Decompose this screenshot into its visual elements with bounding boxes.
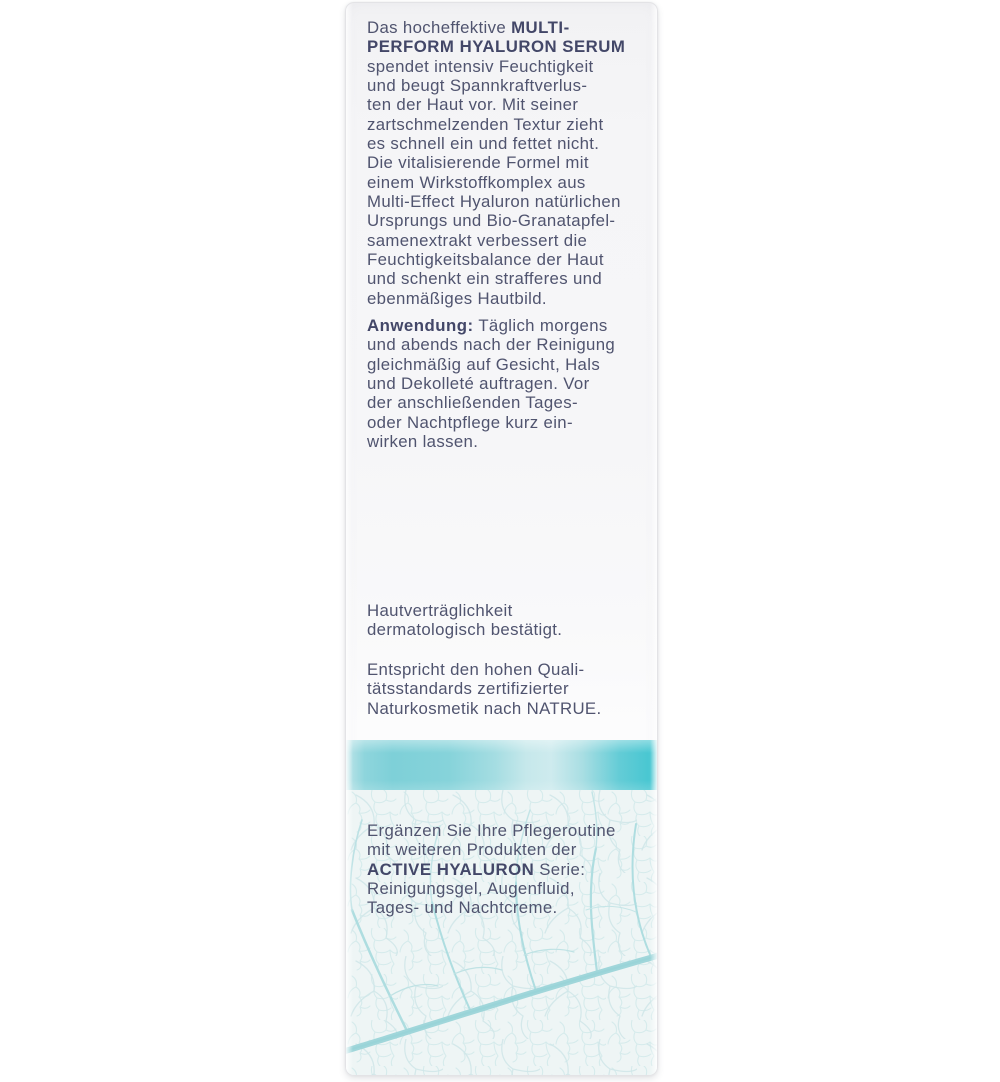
text-segment: Reinigungsgel, Augenfluid, — [367, 879, 575, 899]
text-segment: einem Wirkstoffkomplex aus — [367, 172, 586, 192]
text-segment: es schnell ein und fettet nicht. — [367, 134, 600, 154]
description-paragraph — [367, 18, 653, 308]
text-line — [367, 115, 653, 134]
text-segment: und schenkt ein strafferes und — [367, 269, 603, 289]
text-segment: gleichmäßig auf Gesicht, Hals — [367, 354, 601, 374]
text-line — [367, 840, 653, 859]
text-segment: dermatologisch bestätigt. — [367, 620, 563, 640]
text-segment: wirken lassen. — [367, 432, 479, 452]
product-box-back-panel — [345, 2, 658, 1076]
text-segment: Hautverträglichkeit — [367, 601, 513, 620]
text-line — [367, 374, 653, 393]
text-segment: Multi-Effect Hyaluron natürlichen — [367, 192, 621, 212]
text-line — [367, 57, 653, 76]
text-line — [367, 620, 653, 639]
text-segment: spendet intensiv Feuchtigkeit — [367, 56, 594, 76]
text-segment: Das hocheffektive — [367, 18, 512, 37]
text-line — [367, 699, 653, 718]
text-line — [367, 821, 653, 840]
text-segment: zartschmelzenden Textur zieht — [367, 114, 604, 134]
text-segment: Entspricht den hohen Quali- — [367, 660, 585, 679]
text-segment: ten der Haut vor. Mit seiner — [367, 95, 579, 115]
text-line — [367, 355, 653, 374]
text-segment: Täglich morgens — [473, 316, 608, 335]
text-line — [367, 432, 653, 451]
text-line — [367, 860, 653, 879]
text-segment: Ursprungs und Bio-Granatapfel- — [367, 211, 616, 231]
text-line — [367, 879, 653, 898]
text-segment: mit weiteren Produkten der — [367, 840, 577, 860]
text-line — [367, 192, 653, 211]
text-segment: Ergänzen Sie Ihre Pflegeroutine — [367, 821, 616, 840]
text-line — [367, 153, 653, 172]
text-segment: der anschließenden Tages- — [367, 393, 578, 413]
text-line — [367, 316, 653, 335]
text-segment: und Dekolleté auftragen. Vor — [367, 374, 590, 394]
text-line — [367, 289, 653, 308]
text-segment: Naturkosmetik nach NATRUE. — [367, 698, 602, 718]
text-line — [367, 898, 653, 917]
text-segment: oder Nachtpflege kurz ein- — [367, 412, 573, 432]
text-segment: Tages- und Nachtcreme. — [367, 898, 558, 918]
text-line — [367, 269, 653, 288]
text-segment: samenextrakt verbessert die — [367, 230, 588, 250]
bold-text-segment: ACTIVE HYALURON — [367, 859, 535, 879]
text-line — [367, 335, 653, 354]
text-line — [367, 76, 653, 95]
text-segment: ebenmäßiges Hautbild. — [367, 288, 547, 308]
text-line — [367, 660, 653, 679]
accent-band — [346, 740, 657, 790]
skin-tolerance-paragraph — [367, 601, 653, 640]
series-paragraph — [367, 821, 653, 918]
bold-text-segment: MULTI- — [511, 18, 570, 37]
text-line — [367, 413, 653, 432]
text-line — [367, 211, 653, 230]
usage-paragraph — [367, 316, 653, 451]
text-line — [367, 18, 653, 37]
text-line — [367, 173, 653, 192]
text-line — [367, 601, 653, 620]
text-segment: Die vitalisierende Formel mit — [367, 153, 589, 173]
text-line — [367, 231, 653, 250]
text-line — [367, 134, 653, 153]
text-line — [367, 250, 653, 269]
text-segment: Feuchtigkeitsbalance der Haut — [367, 250, 604, 270]
bold-text-segment: Anwendung: — [367, 316, 474, 335]
text-line — [367, 37, 653, 56]
text-segment: und beugt Spannkraftverlus- — [367, 76, 588, 96]
text-segment: Serie: — [534, 859, 586, 879]
text-segment: tätsstandards zertifizierter — [367, 679, 569, 699]
text-line — [367, 393, 653, 412]
text-line — [367, 679, 653, 698]
natrue-paragraph — [367, 660, 653, 718]
text-segment: und abends nach der Reinigung — [367, 335, 616, 355]
text-line — [367, 95, 653, 114]
bold-text-segment: PERFORM HYALURON SERUM — [367, 37, 626, 57]
